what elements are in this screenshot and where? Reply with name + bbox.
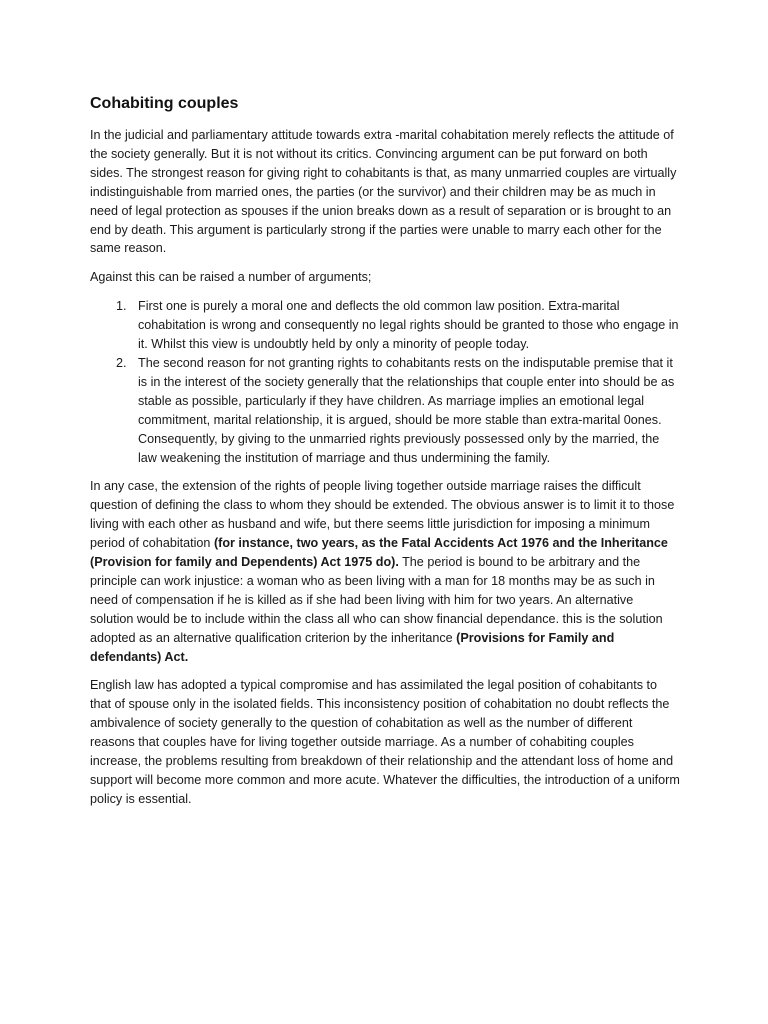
paragraph-arguments-lead: Against this can be raised a number of arguments;	[90, 270, 372, 285]
paragraph-extension-bold-1: (for instance, two years, as the Fatal Accidents Act 1976 and the Inheritance (Provision for family and Dependents) Act 1975 do).	[90, 536, 668, 570]
paragraph-conclusion: English law has adopted a typical compromise and has assimilated the legal position of cohabitants to that of spouse only in the isolated fields. This inconsistency position of cohabitation no doubt reflects the ambivalence of society generally to the question of cohabitation as well as the number of different reasons that couples have for living together outside marriage. As a number of cohabiting couples increase, the problems resulting from breakdown of their relationship and the attendant loss of home and support will become more common and more acute. Whatever the difficulties, the introduction of a uniform policy is essential.	[90, 678, 680, 806]
paragraph-extension-text-2: The period is bound to be arbitrary and the principle can work injustice: a woman who as been living with a man for 18 months may be as such in need of compensation if he is killed as if she had been living with him for two years. An alternative solution would be to include within the class all who can show financial dependance. this is the solution adopted as an alternative qualification criterion by the inheritance	[90, 555, 663, 645]
list-item-text: First one is purely a moral one and deflects the old common law position. Extra-marital cohabitation is wrong and consequently no legal rights should be granted to those who engage in it. Whilst this view is undoubtly held by only a minority of people today.	[138, 299, 679, 352]
list-item-text: The second reason for not granting rights to cohabitants rests on the indisputable premise that it is in the interest of the society generally that the relationships that couple enter into should be as stable as possible, particularly if they have children. As marriage implies an emotional legal commitment, marital relationship, it is argued, should be more stable than extra-marital 0ones. Consequently, by giving to the unmarried rights previously possessed only by the married, the law weakening the institution of marriage and thus undermining the family.	[138, 355, 675, 465]
list-number: 2.	[116, 355, 127, 370]
list-item	[90, 297, 680, 354]
arguments-list	[90, 297, 680, 467]
paragraph-intro: In the judicial and parliamentary attitude towards extra -marital cohabitation merely reflects the attitude of the society generally. But it is not without its critics. Convincing argument can be put forward on both sides. The strongest reason for giving right to cohabitants is that, as many unmarried couples are virtually indistinguishable from married ones, the parties (or the survivor) and their children may be as much in need of legal protection as spouses if the union breaks down as a result of separation or is brought to an end by death. This argument is particularly strong if the parties were unable to marry each other for the same reason.	[90, 128, 677, 256]
list-number: 1.	[116, 299, 127, 314]
paragraph-extension-text-1: In any case, the extension of the rights of people living together outside marriage raises the difficult question of defining the class to whom they should be extended. The obvious answer is to limit it to those living with each other as husband and wife, but there seems little jurisdiction for imposing a minimum period of cohabitation	[90, 479, 675, 551]
document-title: Cohabiting couples	[90, 95, 239, 112]
paragraph-extension-bold-2: (Provisions for Family and defendants) Act.	[90, 630, 615, 664]
list-item	[90, 354, 680, 467]
paragraph-extension	[90, 477, 680, 666]
document-page	[90, 92, 680, 819]
